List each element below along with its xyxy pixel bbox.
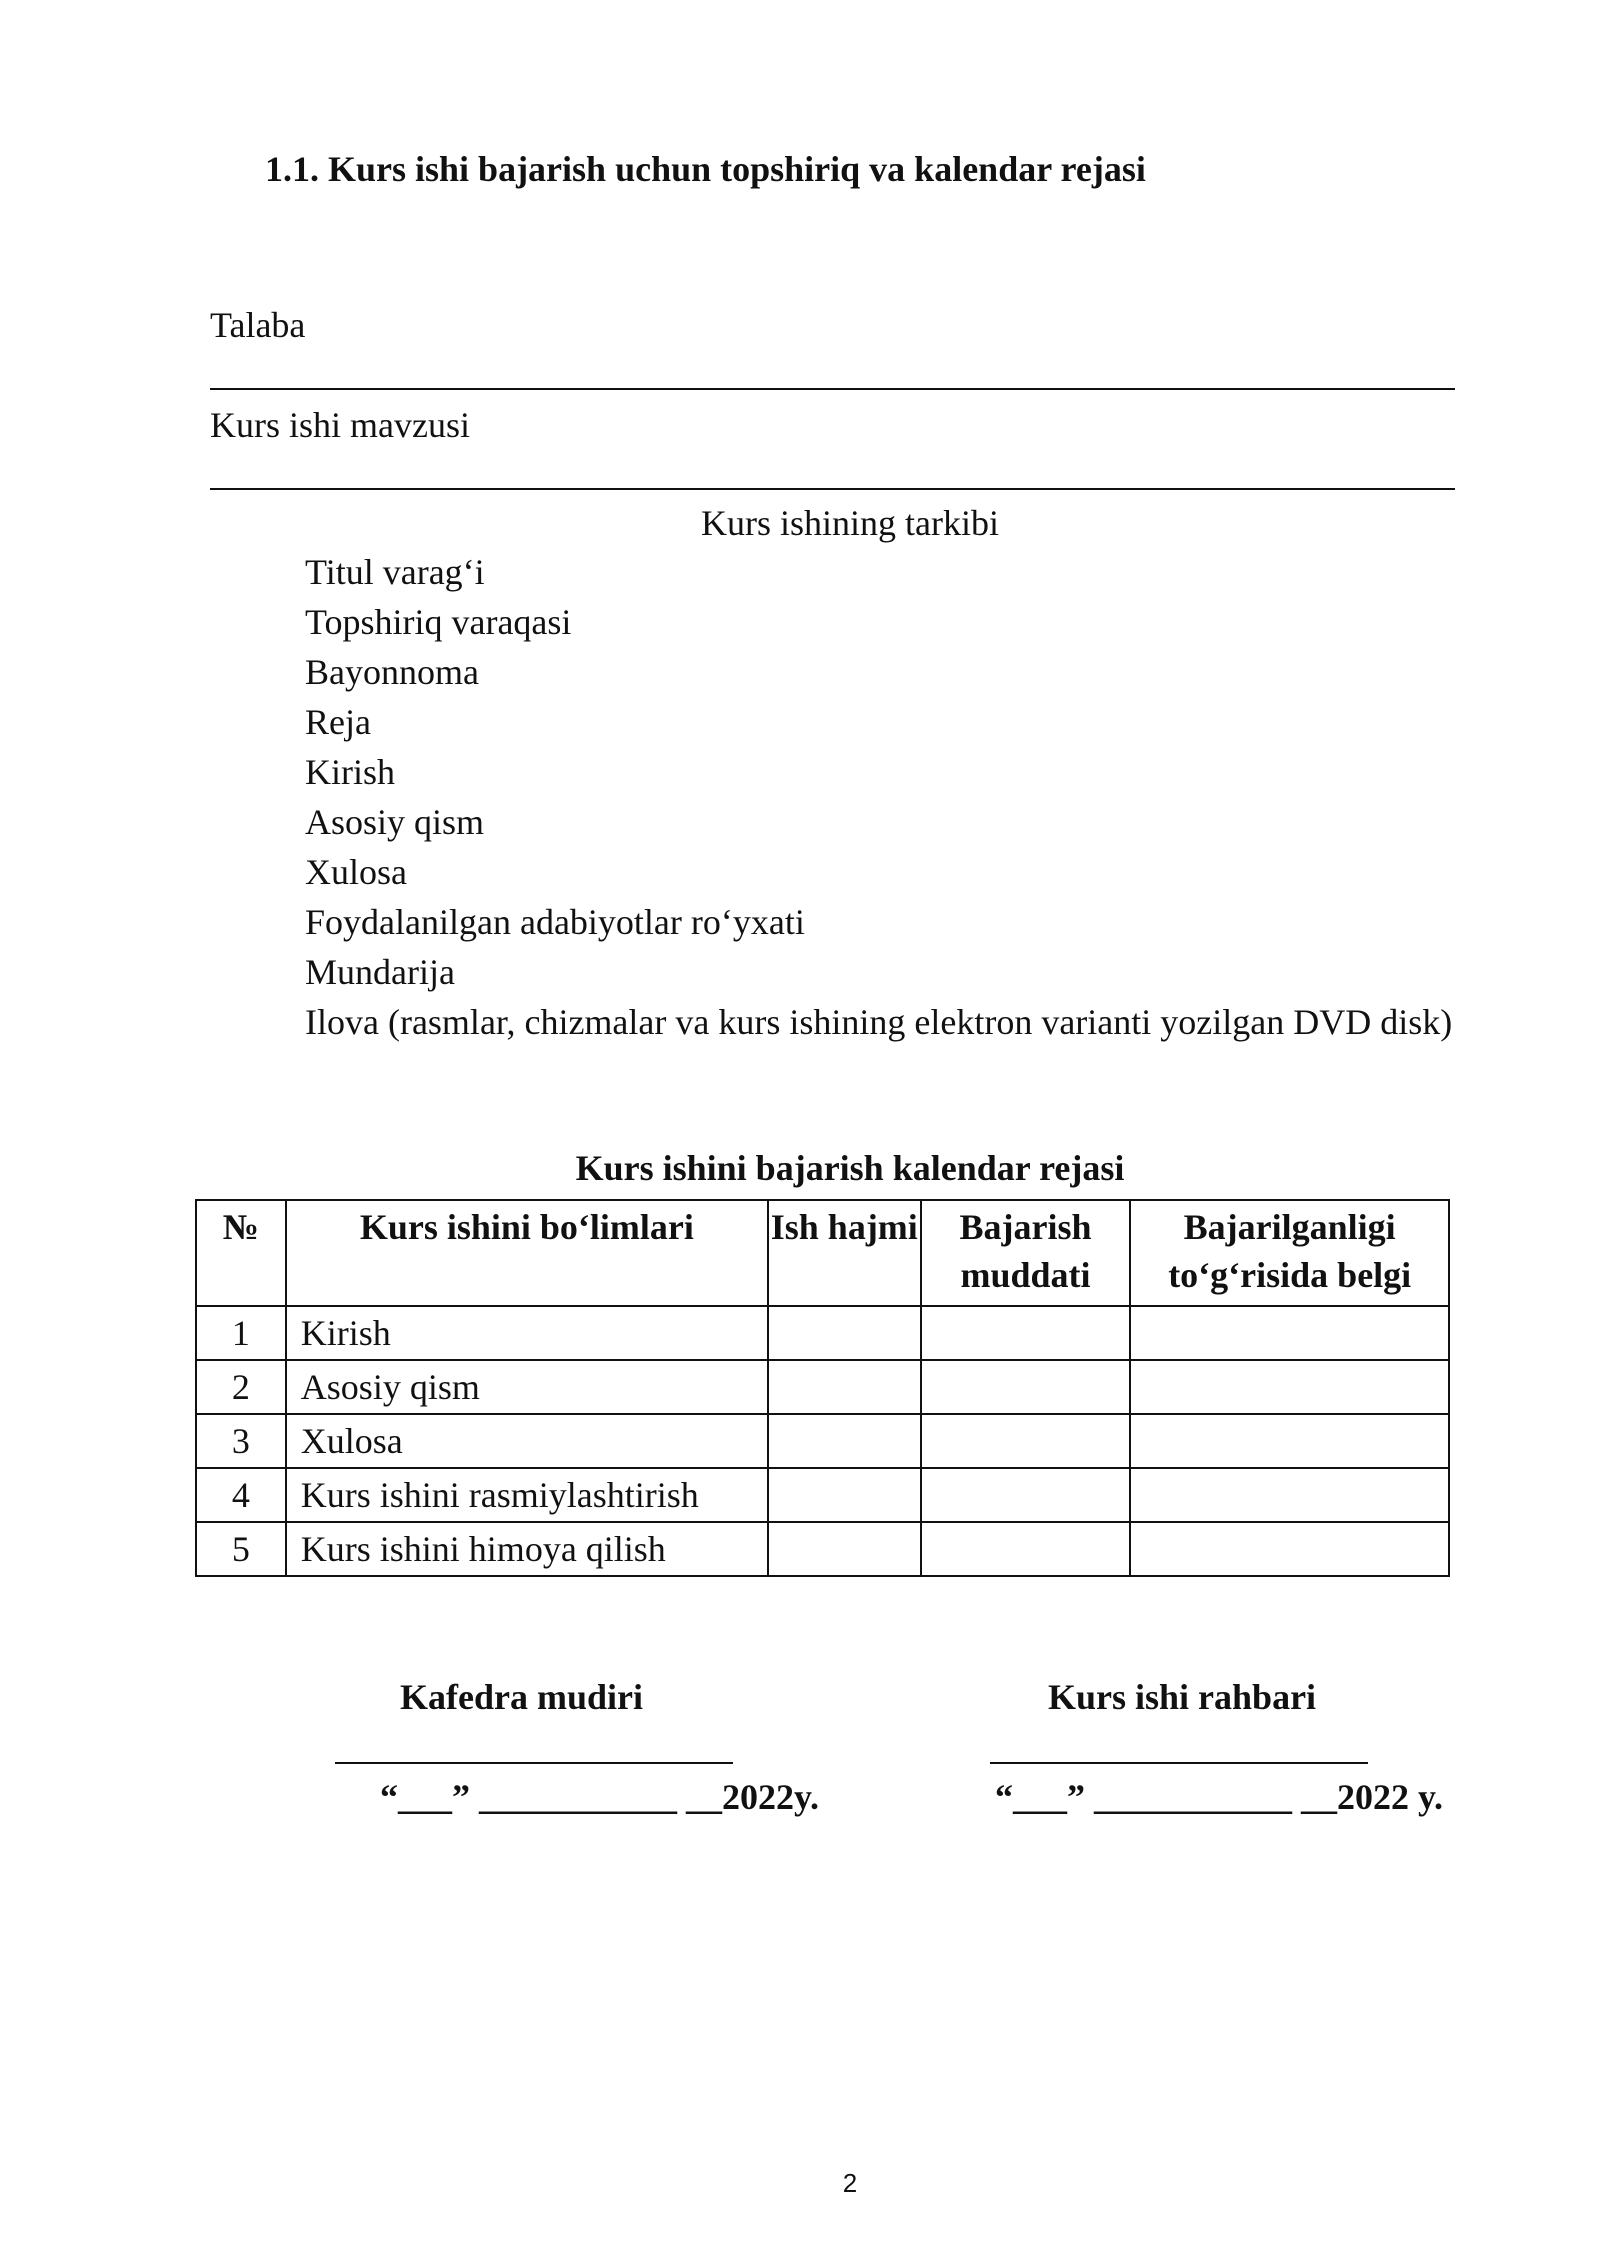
row-completion-cell bbox=[1130, 1468, 1449, 1522]
topic-label: Kurs ishi mavzusi bbox=[210, 405, 470, 445]
contents-list bbox=[305, 547, 1465, 1047]
row-work-volume-cell bbox=[768, 1414, 921, 1468]
row-number: 1 bbox=[196, 1306, 286, 1360]
table-row bbox=[196, 1468, 1449, 1522]
row-completion-cell bbox=[1130, 1522, 1449, 1576]
header-work-volume: Ish hajmi bbox=[768, 1200, 921, 1306]
row-section: Asosiy qism bbox=[286, 1360, 768, 1414]
row-deadline-cell bbox=[921, 1306, 1131, 1360]
row-number: 5 bbox=[196, 1522, 286, 1576]
supervisor-date: “___” ___________ __2022 y. bbox=[995, 1777, 1444, 1817]
row-completion-cell bbox=[1130, 1360, 1449, 1414]
row-work-volume-cell bbox=[768, 1468, 921, 1522]
contents-item: Mundarija bbox=[305, 952, 455, 992]
contents-title: Kurs ishining tarkibi bbox=[701, 503, 999, 543]
row-work-volume-cell bbox=[768, 1306, 921, 1360]
header-sections: Kurs ishini bo‘limlari bbox=[286, 1200, 768, 1306]
student-line bbox=[210, 388, 1455, 390]
page-heading: 1.1. Kurs ishi bajarish uchun topshiriq va kalendar rejasi bbox=[265, 149, 1146, 189]
page-number: 2 bbox=[842, 2168, 858, 2198]
table-header-row bbox=[196, 1200, 1449, 1306]
row-section: Kurs ishini himoya qilish bbox=[286, 1522, 768, 1576]
contents-item: Ilova (rasmlar, chizmalar va kurs ishining elektron varianti yozilgan DVD disk) bbox=[305, 1002, 1453, 1042]
contents-item: Topshiriq varaqasi bbox=[305, 602, 572, 642]
table-row bbox=[196, 1360, 1449, 1414]
table-row bbox=[196, 1306, 1449, 1360]
contents-item: Kirish bbox=[305, 752, 395, 792]
row-deadline-cell bbox=[921, 1414, 1131, 1468]
contents-item: Asosiy qism bbox=[305, 802, 485, 842]
header-number: № bbox=[196, 1200, 286, 1306]
student-label: Talaba bbox=[210, 305, 306, 345]
row-number: 3 bbox=[196, 1414, 286, 1468]
row-number: 2 bbox=[196, 1360, 286, 1414]
table-row bbox=[196, 1522, 1449, 1576]
contents-item: Foydalanilgan adabiyotlar ro‘yxati bbox=[305, 902, 805, 942]
row-work-volume-cell bbox=[768, 1360, 921, 1414]
department-head-title: Kafedra mudiri bbox=[400, 1677, 643, 1717]
contents-item: Titul varag‘i bbox=[305, 552, 485, 592]
row-section: Kurs ishini rasmiylashtirish bbox=[286, 1468, 768, 1522]
contents-item: Reja bbox=[305, 702, 371, 742]
row-completion-cell bbox=[1130, 1306, 1449, 1360]
contents-item: Xulosa bbox=[305, 852, 407, 892]
row-deadline-cell bbox=[921, 1468, 1131, 1522]
calendar-plan-table bbox=[195, 1199, 1450, 1577]
row-number: 4 bbox=[196, 1468, 286, 1522]
supervisor-signature-line bbox=[990, 1762, 1368, 1764]
supervisor-title: Kurs ishi rahbari bbox=[1048, 1677, 1317, 1717]
department-head-date: “___” ___________ __2022y. bbox=[380, 1777, 820, 1817]
topic-line bbox=[210, 488, 1455, 490]
row-deadline-cell bbox=[921, 1522, 1131, 1576]
row-deadline-cell bbox=[921, 1360, 1131, 1414]
row-section: Kirish bbox=[286, 1306, 768, 1360]
header-completion-mark: Bajarilganligi to‘g‘risida belgi bbox=[1130, 1200, 1449, 1306]
table-row bbox=[196, 1414, 1449, 1468]
contents-item: Bayonnoma bbox=[305, 652, 479, 692]
row-section: Xulosa bbox=[286, 1414, 768, 1468]
row-work-volume-cell bbox=[768, 1522, 921, 1576]
row-completion-cell bbox=[1130, 1414, 1449, 1468]
header-deadline: Bajarish muddati bbox=[921, 1200, 1131, 1306]
department-head-signature-line bbox=[335, 1762, 733, 1764]
table-title: Kurs ishini bajarish kalendar rejasi bbox=[575, 1148, 1125, 1188]
